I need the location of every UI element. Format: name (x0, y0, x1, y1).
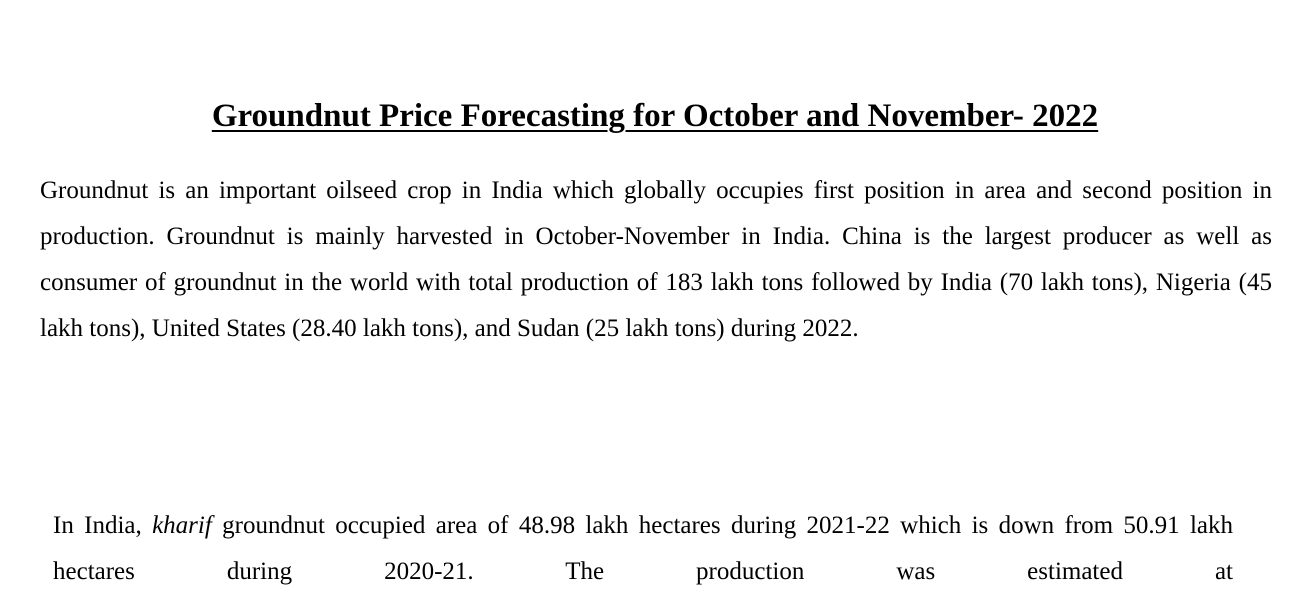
document-title: Groundnut Price Forecasting for October and November- 2022 (211, 98, 1099, 134)
paragraph-india-prefix: In India, (53, 512, 153, 539)
paragraph-india-area (53, 503, 1233, 595)
kharif-term: kharif (152, 512, 212, 539)
paragraph-india-suffix: groundnut occupied area of 48.98 lakh hectares during 2021-22 which is down from 50.91 lakh hectares during 2020-21. The production was estimated at (53, 512, 1233, 585)
paragraph-intro: Groundnut is an important oilseed crop in India which globally occupies first position in area and second position in production. Groundnut is mainly harvested in October-November in India. China is the largest producer as well as consumer of groundnut in the world with total production of 183 lakh tons followed by India (70 lakh tons), Nigeria (45 lakh tons), United States (28.40 lakh tons), and Sudan (25 lakh tons) during 2022. (40, 177, 1272, 342)
